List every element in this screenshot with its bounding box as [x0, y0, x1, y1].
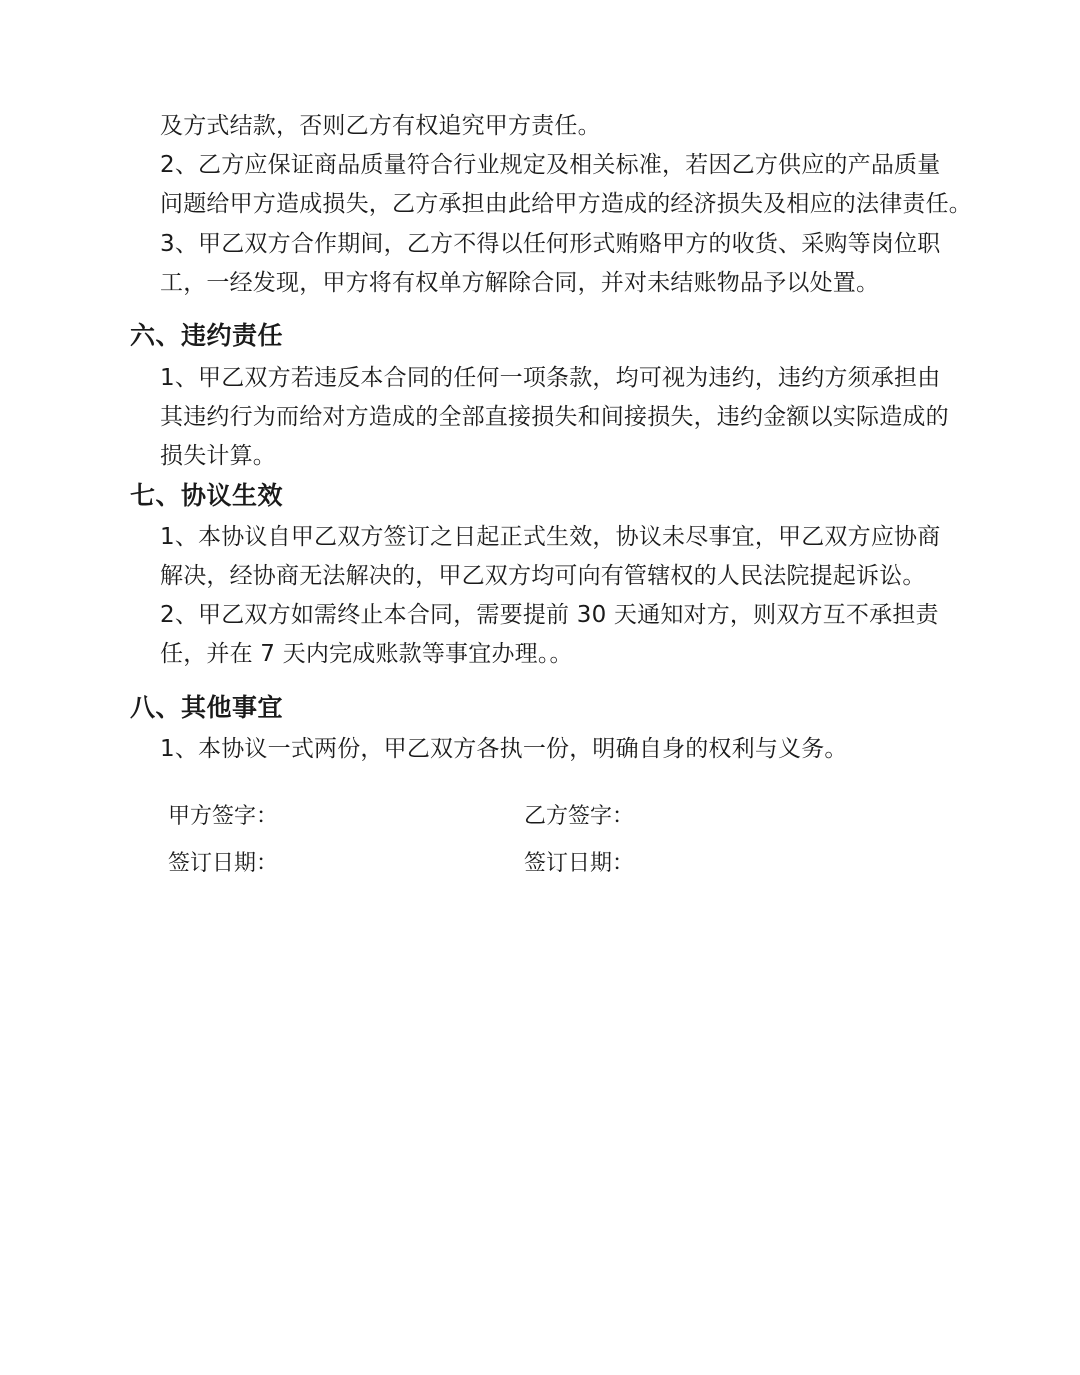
section5-line-5: 工，一经发现，甲方将有权单方解除合同，并对未结账物品予以处置。: [160, 270, 880, 296]
party-a-date-label: 签订日期：: [168, 851, 279, 876]
section5-line-4: 3、甲乙双方合作期间，乙方不得以任何形式贿赂甲方的收货、采购等岗位职: [160, 231, 941, 257]
section5-line-2: 2、乙方应保证商品质量符合行业规定及相关标准，若因乙方供应的产品质量: [160, 152, 941, 178]
section8-line-1: 1、本协议一式两份，甲乙双方各执一份，明确自身的权利与义务。: [160, 736, 848, 762]
section7-line-2: 解决，经协商无法解决的，甲乙双方均可向有管辖权的人民法院提起诉讼。: [160, 563, 926, 589]
section6-line-2: 其违约行为而给对方造成的全部直接损失和间接损失，违约金额以实际造成的: [160, 404, 949, 430]
party-a-signature-label: 甲方签字：: [168, 804, 279, 829]
section6-line-1: 1、甲乙双方若违反本合同的任何一项条款，均可视为违约，违约方须承担由: [160, 365, 941, 391]
section7-line-1: 1、本协议自甲乙双方签订之日起正式生效，协议未尽事宜，甲乙双方应协商: [160, 524, 941, 550]
section7-heading: 七、协议生效: [130, 481, 284, 510]
section7-line-3: 2、甲乙双方如需终止本合同，需要提前 30 天通知对方，则双方互不承担责: [160, 602, 939, 628]
section8-heading: 八、其他事宜: [130, 693, 284, 722]
section6-line-3: 损失计算。: [160, 443, 276, 469]
party-b-date-label: 签订日期：: [524, 851, 635, 876]
section7-line-4: 任，并在 7 天内完成账款等事宜办理。。: [160, 641, 573, 667]
party-b-signature-label: 乙方签字：: [524, 804, 635, 829]
section5-line-1: 及方式结款，否则乙方有权追究甲方责任。: [160, 113, 601, 139]
section6-heading: 六、违约责任: [130, 321, 284, 350]
section5-line-3: 问题给甲方造成损失，乙方承担由此给甲方造成的经济损失及相应的法律责任。: [160, 191, 972, 217]
